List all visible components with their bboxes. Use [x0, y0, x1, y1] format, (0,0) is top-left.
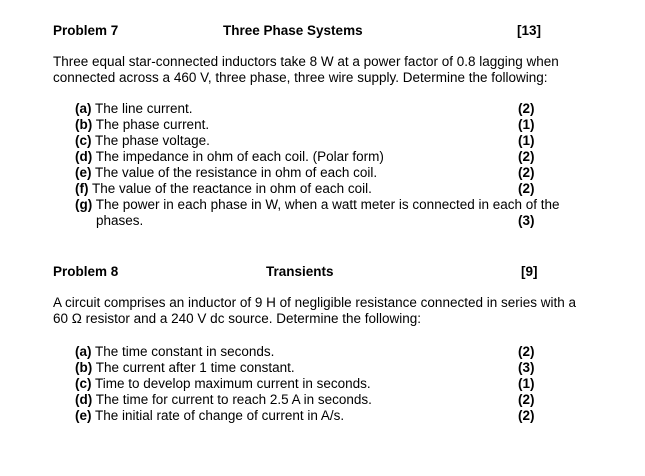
- p8-question-e-marks: (2): [518, 408, 535, 423]
- p7-question-d-marks: (2): [518, 149, 535, 164]
- p7-question-e-marks: (2): [518, 165, 535, 180]
- p7-question-b: (b) The phase current.: [75, 117, 210, 132]
- p8-question-c-marks: (1): [518, 376, 535, 391]
- problem7-number: Problem 7: [53, 23, 119, 38]
- problem8-intro: A circuit comprises an inductor of 9 H of negligible resistance connected in series with a 60 Ω resistor and a 240 V dc source. Determine the following:: [53, 295, 577, 326]
- problem8-topic: Transients: [266, 264, 334, 279]
- p7-question-c: (c) The phase voltage.: [75, 133, 210, 148]
- p8-question-c: (c) Time to develop maximum current in seconds.: [75, 376, 371, 391]
- p8-question-a-marks: (2): [518, 344, 535, 359]
- p7-question-a: (a) The line current.: [75, 101, 193, 116]
- problem7-intro: Three equal star-connected inductors take 8 W at a power factor of 0.8 lagging when connected across a 460 V, three phase, three wire supply. Determine the following:: [53, 54, 559, 85]
- problem8-number: Problem 8: [53, 264, 119, 279]
- p7-question-g: (g) The power in each phase in W, when a watt meter is connected in each of the: [75, 197, 560, 212]
- p8-question-d: (d) The time for current to reach 2.5 A in seconds.: [75, 392, 372, 407]
- problem7-topic: Three Phase Systems: [223, 23, 363, 38]
- p7-question-c-marks: (1): [518, 133, 535, 148]
- p8-question-a: (a) The time constant in seconds.: [75, 344, 275, 359]
- p8-question-e: (e) The initial rate of change of current in A/s.: [75, 408, 345, 423]
- problem7-total-marks: [13]: [517, 23, 542, 38]
- p8-question-d-marks: (2): [518, 392, 535, 407]
- p7-question-g-marks: (3): [518, 213, 535, 228]
- p7-question-f: (f) The value of the reactance in ohm of each coil.: [75, 181, 372, 196]
- p7-question-a-marks: (2): [518, 101, 535, 116]
- p7-question-e: (e) The value of the resistance in ohm of each coil.: [75, 165, 378, 180]
- p8-question-b: (b) The current after 1 time constant.: [75, 360, 295, 375]
- p7-question-f-marks: (2): [518, 181, 535, 196]
- p8-question-b-marks: (3): [518, 360, 535, 375]
- p7-question-g-continued: phases.: [96, 213, 144, 228]
- p7-question-d: (d) The impedance in ohm of each coil. (Polar form): [75, 149, 384, 164]
- problem8-total-marks: [9]: [521, 264, 538, 279]
- p7-question-b-marks: (1): [518, 117, 535, 132]
